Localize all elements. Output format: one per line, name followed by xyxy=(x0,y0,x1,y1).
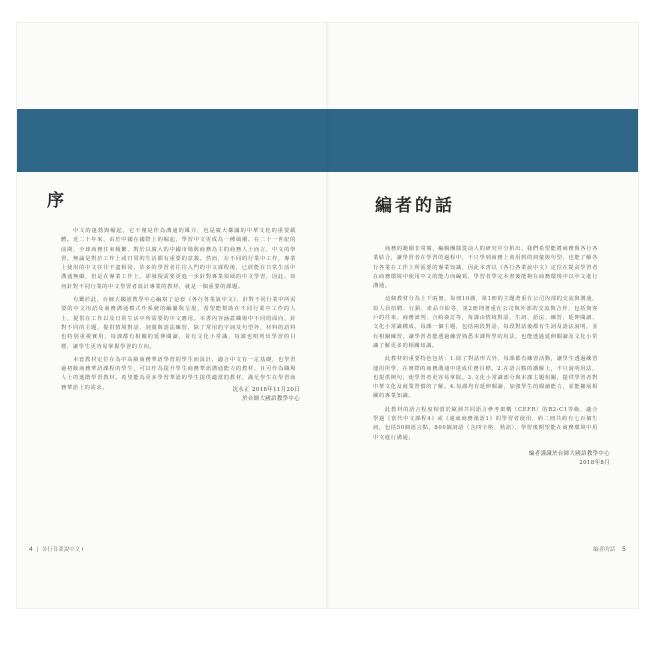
signature-block xyxy=(529,450,610,468)
paragraph: 有鑑於此，台師大國語教學中心編寫了這套《各行各業說中文》，針對不同行業中所需要的中文用語及商務溝通模式作系統的編纂與呈現，希望能幫助在不同行業中工作的人士，提供在工作以及日常生活中所需要的中文應用。本書內容涵蓋職場中不同的面向，針對不同的主題，提供情境對話、詞彙與語法練習，除了常用的字詞及句型外，材料的語料也特別重視實用，每課都有相關的延伸閱讀，並有文化小常識，每課也明列出學習的目標，讓學生更容易掌握學習的方向。 xyxy=(61,297,296,350)
page-title: 編者的話 xyxy=(375,196,455,216)
page-footer xyxy=(593,545,626,553)
signature-line: 2018年8月 xyxy=(579,460,610,466)
paragraph: 此教材的語言程度相當於歐洲共同語言參考架構（CEFR）的B2-C1等級，適合學過《當代中文課程4》或《遠東商務漢語1》的學習者使用，約二冊共約有七百個生詞，包括50個語言點，800個詞語（含四字格、熟語），學習後期望能在商務環境中用中文進行溝通。 xyxy=(373,406,598,441)
right-page xyxy=(328,23,638,608)
running-head: 各行各業說中文 I xyxy=(41,547,84,553)
paragraph: 此教材的重要特色包括：1.除了對話形式外，每課都有練習活動，讓學生透過練習運用所學，在實際的商務溝通中達成任務目標。2.在語言點的講解上，不只說明用法，也提供例句，使學習者更容易掌握。3.文化小常識部分與本課主題相關，提供學習者對中華文化及商業習慣的了解。4.每課均有延伸閱讀，加強學生的閱讀能力，並能擴展相關的專業知識。 xyxy=(373,356,598,400)
paragraph: 本套教材定位在為中高級商務華語學習的學生而設計，適合中文有一定基礎，也學習過初級商務華語課程的學生，可以作為提升學生商務華語溝通能力的教材，且可作為職場人士的進階學習教材。希望能為更多學習華語的學生提供適當的教材，滿足學生在學習商務華語上的需求。 xyxy=(61,356,296,391)
preface-body xyxy=(61,227,296,393)
signature-line: 編者謹識於台師大國語教學中心 xyxy=(528,451,610,457)
signature-line: 沈永正 2018年11月20日 xyxy=(232,387,300,393)
editor-notes-body xyxy=(373,245,598,443)
page-number: 4 xyxy=(29,546,33,553)
running-head: 編者的話 xyxy=(593,547,616,553)
page-number: 5 xyxy=(622,546,626,553)
paragraph: 商務的範圍非常廣，編輯團隊從前人的研究中分析出，我們希望能將商務與各行各業結合，讓學習者在學習的過程中，不只學到商務上會用到的詞彙與句型，也能了解各行各業在工作上所需要的專業知識，因此本書以《各行各業說中文》定位在提高學習者在商務環境中使用中文的能力而編寫，學習者學完本書後能夠在商務環境中以中文進行溝通。 xyxy=(373,246,598,290)
page-title: 序 xyxy=(47,191,66,211)
left-page xyxy=(17,23,327,608)
paragraph: 中文的蓬勃與崛起，它不僅是作為溝通的媒介，也是廣大鄰國的中華文化的重要載體。近二十年來，由於中國在國際上的崛起，學習中文更成為一種風潮。在二十一世紀的前期，全球商務往來頻繁，對於以廣大的中國市場與商務為主的商務人士而言，中文的學習，無論是對於工作上或日常的生活都有重要的意義。然而，在不同的行業中工作，專業上使用的中文往往不盡相同，許多的學習者往往入門的中文課程後，已經能在日常生活中溝通無礙，但是在專業工作上，卻發現需要更進一步針對專業領域的中文學習，因此，如何針對不同行業的中文學習者設計專業的教材，就是一個重要的課題。 xyxy=(61,228,296,290)
paragraph: 這個教材分為上下兩冊，每冊10課，第1冊的主題著重在公司內部的交流與溝通，如人員招聘、行銷、產品介紹等，第2冊則著重在公司與外部的交流與合作，包括與客戶的往來、商務談判、合約簽訂等，每課由情境對話、生詞、語法、練習、延伸閱讀、文化小常識構成。每課一個主題，包括兩段對話，每段對話後都有生詞及語法說明，並有相關練習，讓學習者能透過練習熟悉本課所學的用法，也能透過延伸閱讀及文化小常識了解更多的相關知識。 xyxy=(373,296,598,349)
page-footer: 4 | 各行各業說中文 I xyxy=(29,546,84,553)
signature-block xyxy=(233,386,301,404)
signature-line: 於台師大國語教學中心 xyxy=(242,396,300,402)
book-spread xyxy=(17,23,638,608)
